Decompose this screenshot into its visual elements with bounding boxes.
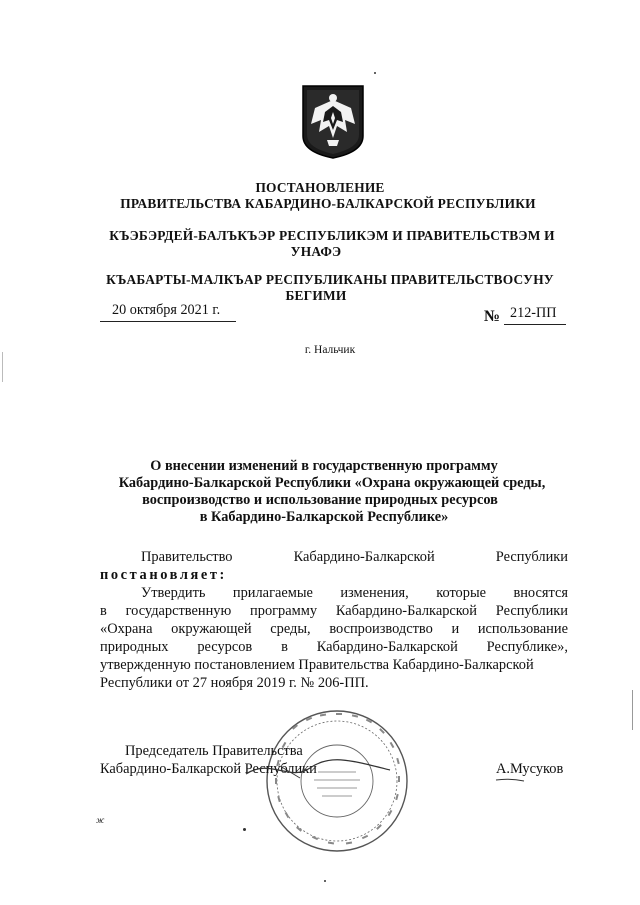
title-line2: Кабардино-Балкарской Республики «Охрана окружающей среды, (118, 475, 546, 491)
number-field (504, 306, 566, 325)
document-number: 212-ПП (510, 305, 557, 321)
document-date: 20 октября 2021 г. (112, 302, 221, 318)
body-resolves: постановляет: (100, 567, 227, 583)
header-kabardian-line2: УНАФЭ (290, 244, 342, 259)
body-line-3 (141, 584, 568, 602)
signature-dash (494, 776, 534, 784)
coat-of-arms-emblem (301, 84, 365, 160)
word: государственную (125, 603, 232, 619)
footer-mark: ж (96, 815, 105, 825)
scan-speck (374, 72, 376, 74)
signatory-role-line2: Кабардино-Балкарской Республики (100, 761, 317, 777)
word: программу (250, 603, 318, 619)
scan-speck (243, 828, 246, 831)
word: прилагаемые (232, 585, 313, 601)
signatory-name: А.Мусуков (496, 761, 564, 777)
body-line-6 (100, 638, 568, 656)
header-kabardian-line1: КЪЭБЭРДЕЙ-БАЛЪКЪЭР РЕСПУБЛИКЭМ И ПРАВИТЕЛЬСТВЭМ И (109, 228, 555, 243)
word: Республики (495, 603, 568, 619)
header-balkar-line1: КЪАБАРТЫ-МАЛКЪАР РЕСПУБЛИКАНЫ ПРАВИТЕЛЬСТВОСУНУ (106, 272, 554, 287)
header-balkar-line2: БЕГИМИ (285, 288, 347, 303)
word: окружающей (171, 621, 252, 637)
word: в (100, 603, 107, 619)
word: использование (477, 621, 568, 637)
body-line-8: Республики от 27 ноября 2019 г. № 206-ПП. (100, 675, 369, 691)
body-line-4 (100, 602, 568, 620)
handwritten-signature (240, 748, 400, 788)
header-title: ПОСТАНОВЛЕНИЕ (255, 180, 385, 195)
word: вносятся (513, 585, 568, 601)
word: которые (436, 585, 486, 601)
scan-speck (324, 880, 326, 882)
date-field (100, 302, 236, 322)
body-line-7: утвержденную постановлением Правительства Кабардино-Балкарской (100, 657, 534, 673)
word: «Охрана (100, 621, 153, 637)
word: ресурсов (197, 639, 253, 655)
scan-edge-mark (2, 352, 3, 382)
word: изменения, (340, 585, 409, 601)
city: г. Нальчик (304, 344, 356, 356)
word: и (451, 621, 460, 637)
word: среды, (270, 621, 311, 637)
word: воспроизводство (329, 621, 433, 637)
body-line-5 (100, 620, 568, 638)
word: Республике», (486, 639, 568, 655)
signatory-role-line1: Председатель Правительства (125, 743, 303, 759)
word: природных (100, 639, 169, 655)
word: Правительство (141, 549, 233, 565)
word: в (281, 639, 288, 655)
title-line1: О внесении изменений в государственную программу (150, 458, 498, 474)
word: Утвердить (141, 585, 206, 601)
scan-edge-mark (632, 690, 633, 730)
number-sign: № (484, 308, 501, 325)
word: Кабардино-Балкарской (293, 549, 435, 565)
word: Кабардино-Балкарской (335, 603, 477, 619)
header-government: ПРАВИТЕЛЬСТВА КАБАРДИНО-БАЛКАРСКОЙ РЕСПУБЛИКИ (120, 196, 536, 211)
body-line-1 (141, 548, 568, 566)
title-line3: воспроизводство и использование природных ресурсов (142, 492, 498, 508)
word: Кабардино-Балкарской (316, 639, 458, 655)
word: Республики (495, 549, 568, 565)
title-line4: в Кабардино-Балкарской Республике» (199, 509, 449, 525)
